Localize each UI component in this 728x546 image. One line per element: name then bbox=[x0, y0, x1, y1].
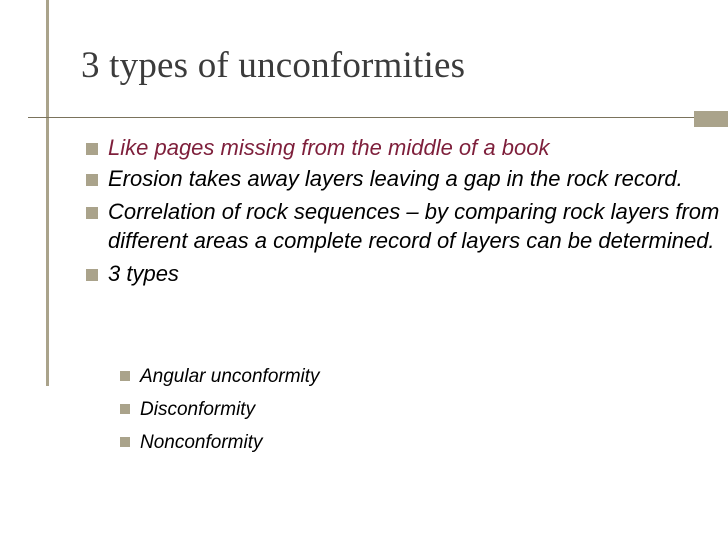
bullet-text: Correlation of rock sequences – by comparing rock layers from different areas a complete record of layers can be determined. bbox=[108, 199, 720, 253]
left-accent-bar bbox=[46, 0, 49, 386]
square-bullet-icon bbox=[86, 174, 98, 186]
square-bullet-icon bbox=[120, 404, 130, 414]
sub-bullet-text: Nonconformity bbox=[140, 432, 263, 453]
sub-bullet-item bbox=[120, 426, 680, 459]
sub-bullet-item bbox=[120, 393, 680, 426]
bullet-text: Erosion takes away layers leaving a gap in the rock record. bbox=[108, 166, 683, 191]
square-bullet-icon bbox=[120, 371, 130, 381]
slide-title: 3 types of unconformities bbox=[81, 45, 466, 86]
bullet-list bbox=[86, 133, 726, 292]
title-divider bbox=[28, 117, 694, 118]
square-bullet-icon bbox=[120, 437, 130, 447]
square-bullet-icon bbox=[86, 269, 98, 281]
square-bullet-icon bbox=[86, 143, 98, 155]
bullet-item bbox=[86, 259, 726, 288]
title-divider-accent bbox=[694, 111, 728, 127]
bullet-text: 3 types bbox=[108, 261, 179, 286]
square-bullet-icon bbox=[86, 207, 98, 219]
sub-bullet-text: Disconformity bbox=[140, 399, 256, 420]
sub-bullet-item bbox=[120, 360, 680, 393]
bullet-item bbox=[86, 197, 726, 255]
sub-bullet-list bbox=[120, 360, 680, 459]
sub-bullet-text: Angular unconformity bbox=[140, 366, 320, 387]
bullet-item bbox=[86, 133, 726, 162]
bullet-text: Like pages missing from the middle of a book bbox=[108, 135, 550, 160]
bullet-item bbox=[86, 164, 726, 193]
